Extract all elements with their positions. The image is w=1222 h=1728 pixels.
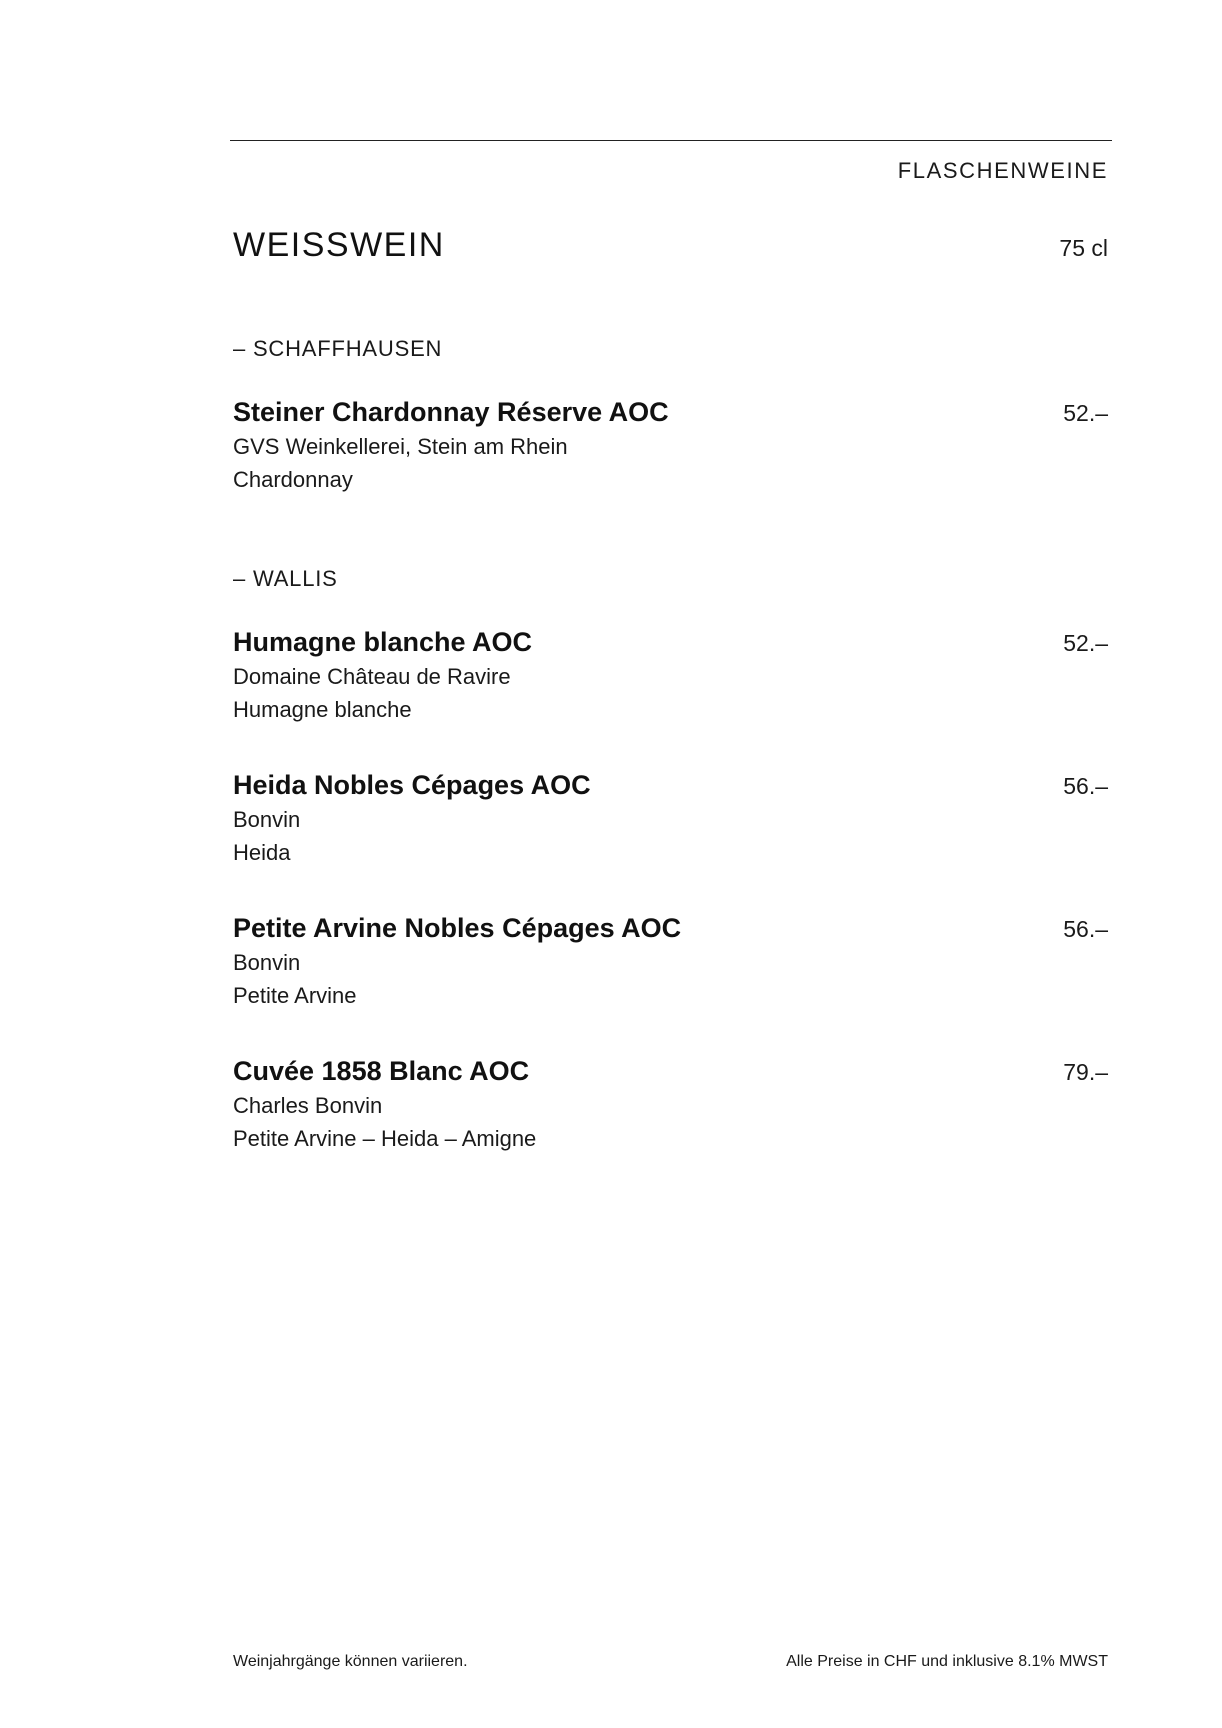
wine-head [233, 397, 1108, 428]
wine-producer: GVS Weinkellerei, Stein am Rhein [233, 434, 568, 459]
price-note: Alle Preise in CHF und inklusive 8.1% MWST [786, 1653, 1108, 1670]
wine-item [233, 1056, 1108, 1155]
wine-price: 52.– [1063, 400, 1108, 426]
wine-head [233, 627, 1108, 658]
wine-name: Steiner Chardonnay Réserve AOC [233, 397, 669, 427]
wine-item [233, 770, 1108, 869]
section-title: WEISSWEIN [233, 226, 445, 264]
wine-item [233, 627, 1108, 726]
wine-head [233, 913, 1108, 944]
wine-grapes: Petite Arvine – Heida – Amigne [233, 1126, 537, 1151]
wine-price: 52.– [1063, 630, 1108, 656]
wine-price: 56.– [1063, 916, 1108, 942]
wine-producer: Charles Bonvin [233, 1093, 383, 1118]
wine-grapes: Heida [233, 840, 291, 865]
wine-grapes: Petite Arvine [233, 983, 357, 1008]
wine-head [233, 1056, 1108, 1087]
wine-grapes: Humagne blanche [233, 697, 412, 722]
wine-name: Petite Arvine Nobles Cépages AOC [233, 913, 682, 943]
volume-label: 75 cl [1059, 235, 1108, 261]
wine-producer: Domaine Château de Ravire [233, 664, 511, 689]
wine-item [233, 913, 1108, 1012]
region-heading-wallis: – WALLIS [233, 566, 338, 591]
wine-name: Cuvée 1858 Blanc AOC [233, 1056, 530, 1086]
wine-name: Heida Nobles Cépages AOC [233, 770, 591, 800]
top-divider [230, 140, 1112, 141]
vintage-note: Weinjahrgänge können variieren. [233, 1653, 468, 1670]
page-footer [233, 1653, 1108, 1671]
wine-price: 56.– [1063, 773, 1108, 799]
wine-grapes: Chardonnay [233, 467, 353, 492]
section-heading-row [233, 226, 1108, 265]
category-label: FLASCHENWEINE [897, 158, 1108, 183]
wine-item [233, 397, 1108, 496]
wine-head [233, 770, 1108, 801]
region-heading-schaffhausen: – SCHAFFHAUSEN [233, 336, 443, 361]
wine-producer: Bonvin [233, 950, 301, 975]
wine-producer: Bonvin [233, 807, 301, 832]
wine-name: Humagne blanche AOC [233, 627, 533, 657]
wine-price: 79.– [1063, 1059, 1108, 1085]
wine-list-page [230, 0, 1112, 1728]
